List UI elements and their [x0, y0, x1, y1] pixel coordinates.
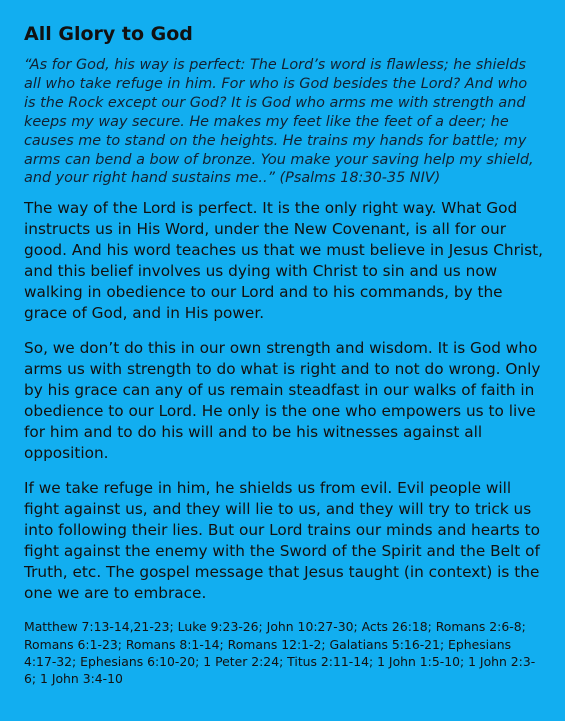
- body-paragraph-1: The way of the Lord is perfect. It is the only right way. What God instructs us in His Word, under the New Covenant, is all for our good. And his word teaches us that we must believe in Jesus Christ, and this belief involves us dying with Christ to sin and us now walking in obedience to our Lord and to his commands, by the grace of God, and in His power.: [24, 199, 543, 323]
- scripture-references: Matthew 7:13-14,21-23; Luke 9:23-26; John 10:27-30; Acts 26:18; Romans 2:6-8; Romans 6:1-23; Romans 8:1-14; Romans 12:1-2; Galatians 5:16-21; Ephesians 4:17-32; Ephesians 6:10-20; 1 Peter 2:24; Titus 2:11-14; 1 John 1:5-10; 1 John 2:3-6; 1 John 3:4-10: [24, 619, 536, 686]
- scripture-quote: “As for God, his way is perfect: The Lord’s word is flawless; he shields all who take refuge in him. For who is God besides the Lord? And who is the Rock except our God? It is God who arms me with strength and keeps my way secure. He makes my feet like the feet of a deer; he causes me to stand on the heights. He trains my hands for battle; my arms can bend a bow of bronze. You make your saving help my shield, and your right hand sustains me..” (Psalms 18:30-35 NIV): [24, 57, 534, 187]
- page-title: All Glory to God: [24, 23, 193, 45]
- body-paragraph-3: If we take refuge in him, he shields us from evil. Evil people will fight against us, and they will lie to us, and they will try to trick us into following their lies. But our Lord trains our minds and hearts to fight against the enemy with the Sword of the Spirit and the Belt of Truth, etc. The gospel message that Jesus taught (in context) is the one we are to embrace.: [24, 479, 540, 603]
- body-paragraph-2: So, we don’t do this in our own strength and wisdom. It is God who arms us with strength to do what is right and to not do wrong. Only by his grace can any of us remain steadfast in our walks of faith in obedience to our Lord. He only is the one who empowers us to live for him and to do his will and to be his witnesses against all opposition.: [24, 339, 541, 463]
